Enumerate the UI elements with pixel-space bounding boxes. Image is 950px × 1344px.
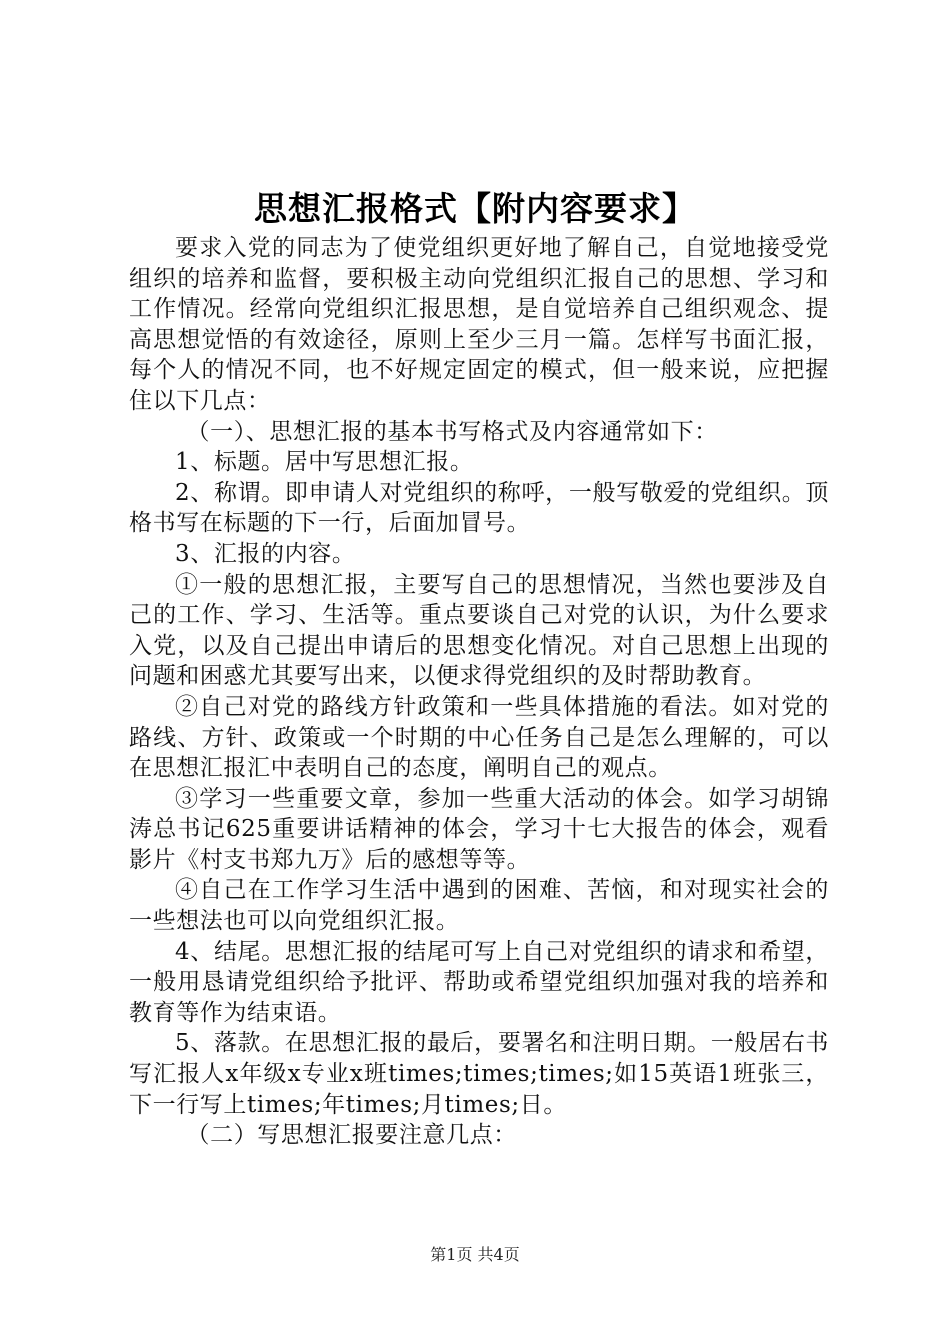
content-point-3: ③学习一些重要文章，参加一些重大活动的体会。如学习胡锦涛总书记625重要讲话精神的体会，学习十七大报告的体会，观看影片《村支书郑九万》后的感想等等。 bbox=[129, 785, 829, 873]
section-heading-2: （二）写思想汇报要注意几点： bbox=[186, 1122, 517, 1149]
content-point-4: ④自己在工作学习生活中遇到的困难、苦恼，和对现实社会的一些想法也可以向党组织汇报。 bbox=[129, 877, 829, 935]
document-body bbox=[129, 233, 829, 1151]
item-content: 3、汇报的内容。 bbox=[175, 540, 356, 567]
document-title: 思想汇报格式【附内容要求】 bbox=[254, 189, 696, 228]
item-signature: 5、落款。在思想汇报的最后，要署名和注明日期。一般居右书写汇报人x年级x专业x班times;times;times;如15英语1班张三，下一行写上times;年times;月times;日。 bbox=[129, 1030, 829, 1118]
item-title: 1、标题。居中写思想汇报。 bbox=[175, 449, 474, 476]
section-heading-1: （一）、思想汇报的基本书写格式及内容通常如下： bbox=[186, 418, 718, 445]
content-point-1: ①一般的思想汇报，主要写自己的思想情况，当然也要涉及自己的工作、学习、生活等。重点要谈自己对党的认识，为什么要求入党，以及自己提出申请后的思想变化情况。对自己思想上出现的问题和困惑尤其要写出来，以便求得党组织的及时帮助教育。 bbox=[129, 571, 829, 690]
item-salutation: 2、称谓。即申请人对党组织的称呼，一般写敬爱的党组织。顶格书写在标题的下一行，后面加冒号。 bbox=[129, 479, 829, 537]
intro-paragraph: 要求入党的同志为了使党组织更好地了解自己，自觉地接受党组织的培养和监督，要积极主动向党组织汇报自己的思想、学习和工作情况。经常向党组织汇报思想，是自觉培养自己组织观念、提高思想觉悟的有效途径，原则上至少三月一篇。怎样写书面汇报，每个人的情况不同，也不好规定固定的模式，但一般来说，应把握住以下几点： bbox=[129, 235, 829, 414]
item-ending: 4、结尾。思想汇报的结尾可写上自己对党组织的请求和希望，一般用恳请党组织给予批评、帮助或希望党组织加强对我的培养和教育等作为结束语。 bbox=[129, 938, 829, 1026]
content-point-2: ②自己对党的路线方针政策和一些具体措施的看法。如对党的路线、方针、政策或一个时期的中心任务自己是怎么理解的，可以在思想汇报汇中表明自己的态度，阐明自己的观点。 bbox=[129, 693, 829, 782]
page-footer: 第1页 共4页 bbox=[430, 1245, 520, 1264]
